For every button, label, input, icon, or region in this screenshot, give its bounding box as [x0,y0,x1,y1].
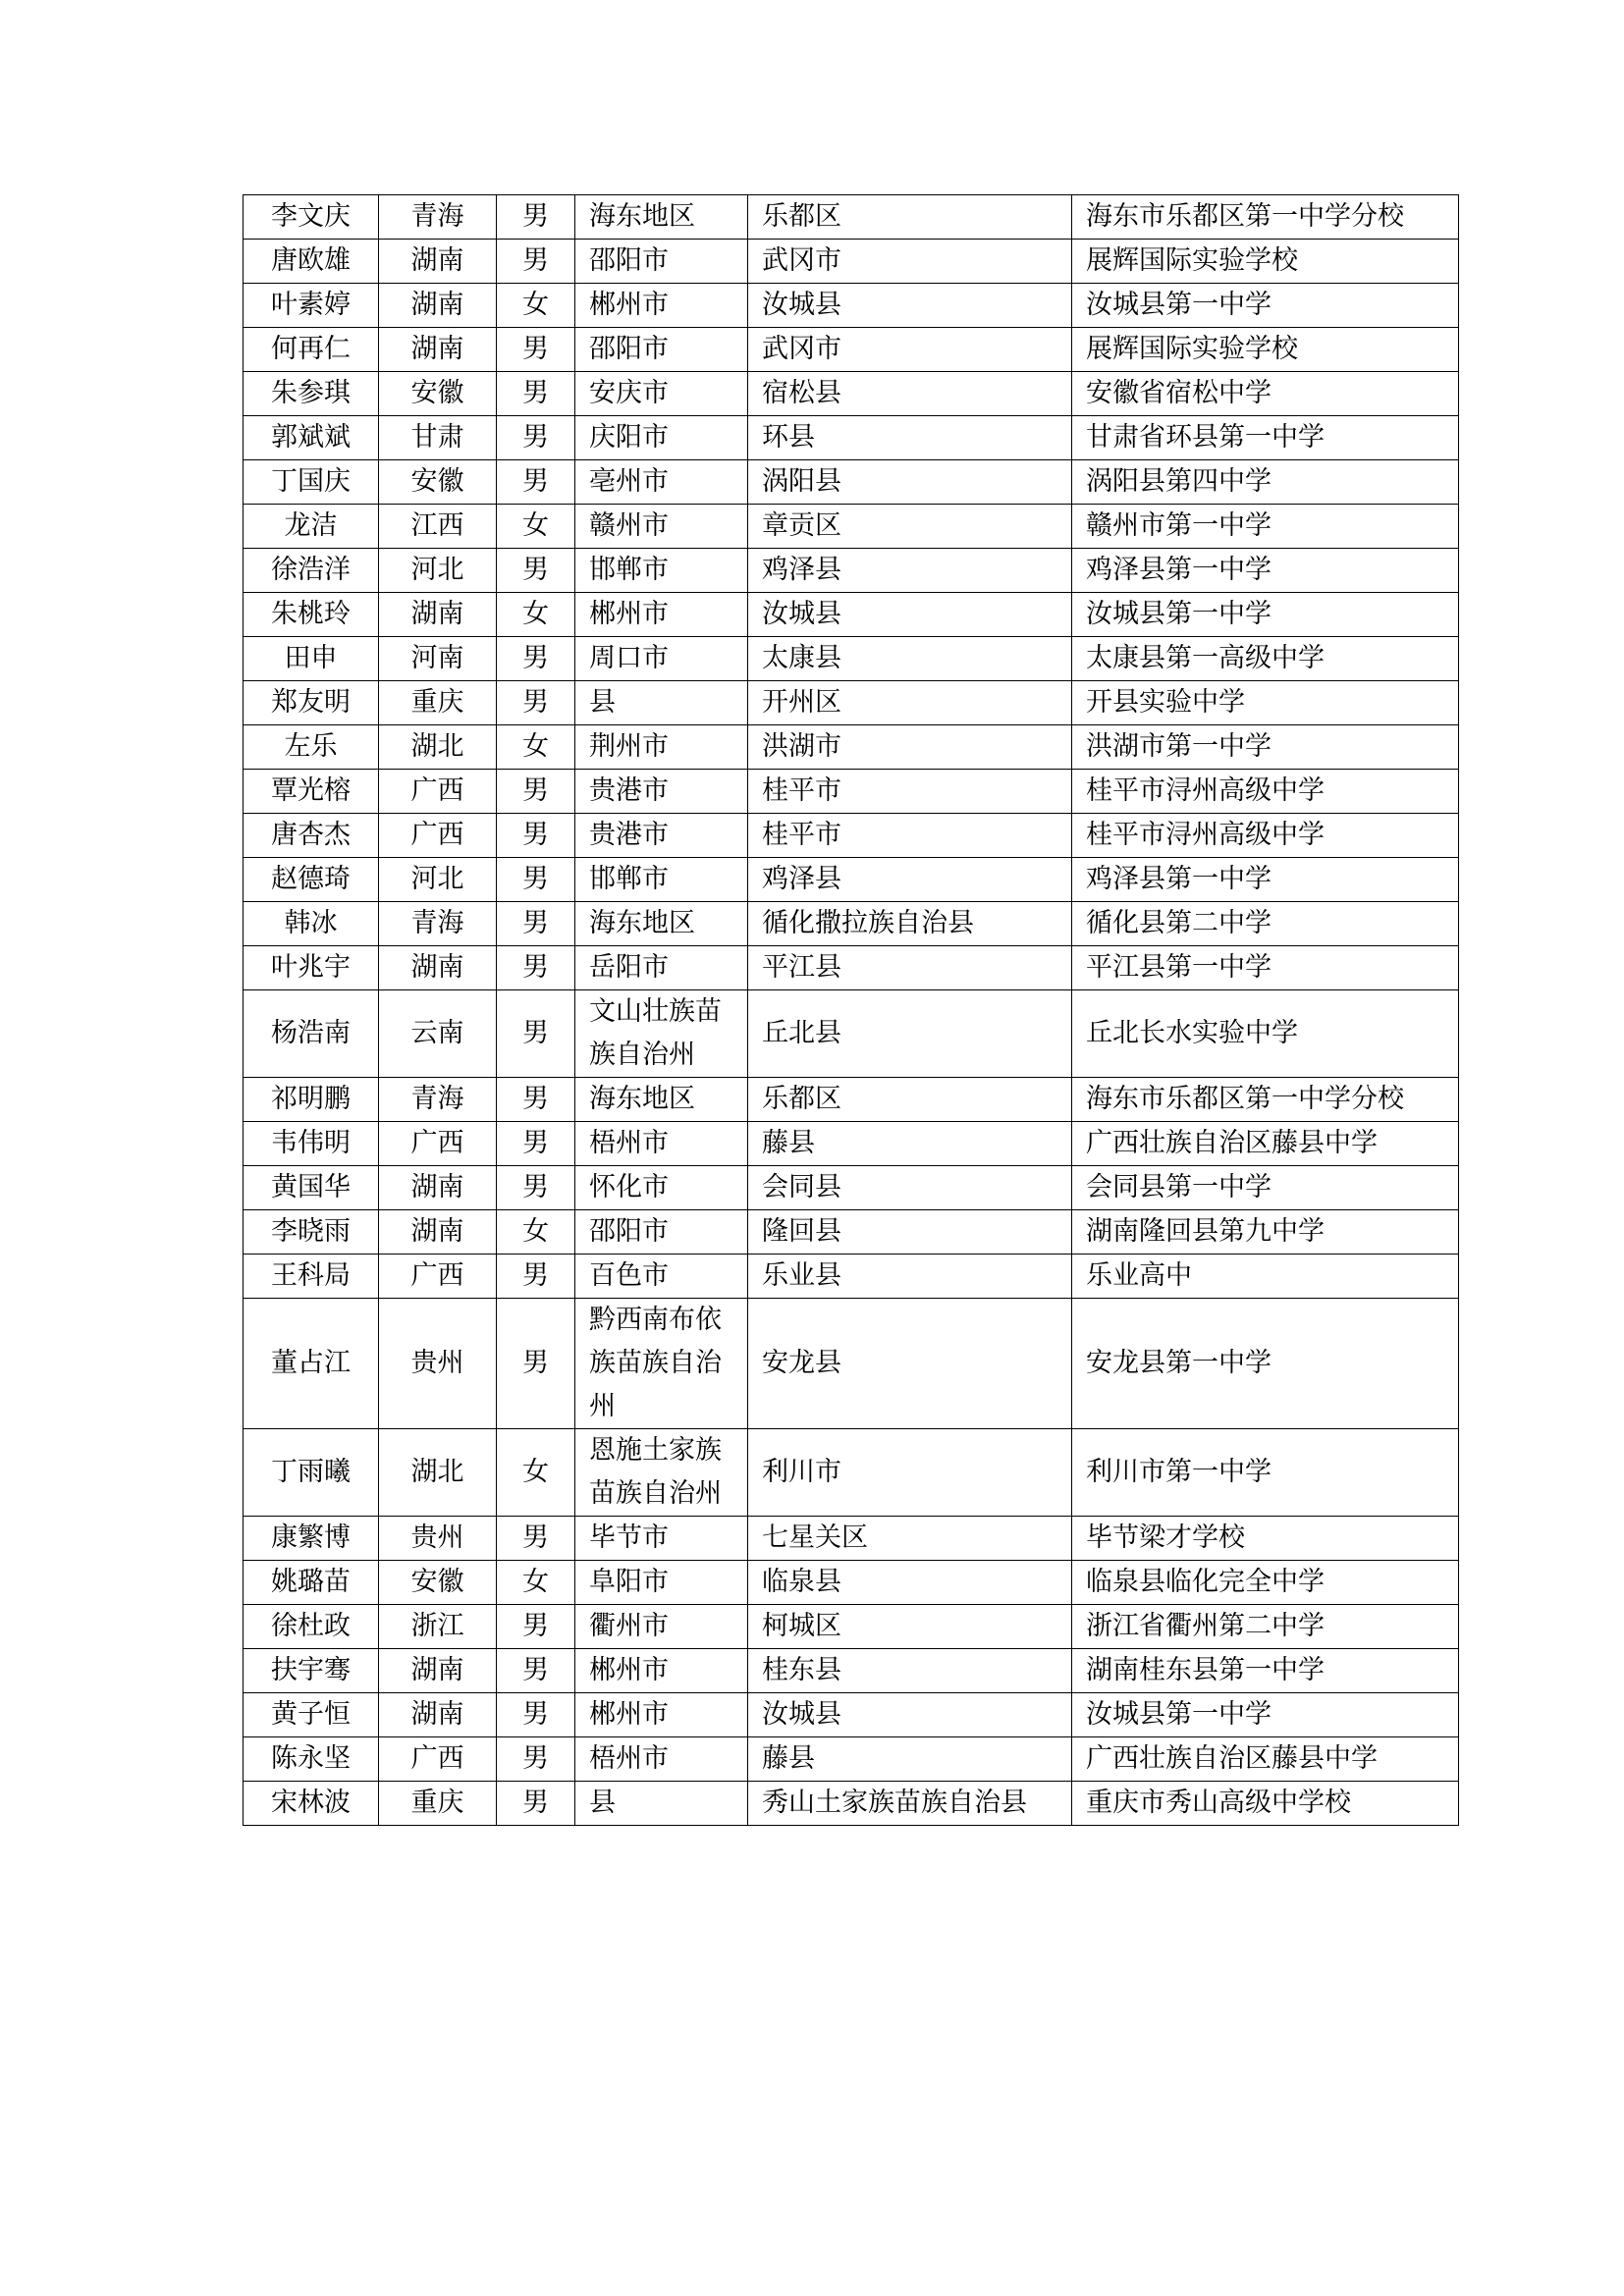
school-cell: 安徽省宿松中学 [1072,372,1459,416]
province-cell: 青海 [379,195,497,240]
city-cell: 县 [575,1782,748,1826]
table-row [244,416,1459,460]
table-row [244,725,1459,770]
table-row [244,240,1459,284]
table-row [244,1122,1459,1166]
table-row [244,637,1459,681]
city-cell: 赣州市 [575,505,748,549]
county-cell: 鸡泽县 [748,858,1072,902]
name-cell: 丁国庆 [244,460,379,505]
city-cell: 郴州市 [575,1649,748,1693]
city-cell: 邵阳市 [575,328,748,372]
school-cell: 展辉国际实验学校 [1072,240,1459,284]
name-cell: 韩冰 [244,902,379,946]
city-cell: 梧州市 [575,1737,748,1782]
province-cell: 重庆 [379,681,497,725]
county-cell: 安龙县 [748,1299,1072,1429]
school-cell: 鸡泽县第一中学 [1072,858,1459,902]
province-cell: 广西 [379,814,497,858]
table-row [244,1561,1459,1605]
gender-cell: 男 [497,814,575,858]
county-cell: 利川市 [748,1429,1072,1517]
city-cell: 海东地区 [575,902,748,946]
table-row [244,1517,1459,1561]
city-cell: 衢州市 [575,1605,748,1649]
city-cell: 贵港市 [575,814,748,858]
name-cell: 姚璐苗 [244,1561,379,1605]
province-cell: 浙江 [379,1605,497,1649]
name-cell: 覃光榕 [244,770,379,814]
county-cell: 汝城县 [748,1693,1072,1737]
gender-cell: 男 [497,1605,575,1649]
gender-cell: 女 [497,725,575,770]
name-cell: 杨浩南 [244,990,379,1078]
table-row [244,946,1459,990]
county-cell: 宿松县 [748,372,1072,416]
table-row [244,770,1459,814]
city-cell: 邯郸市 [575,549,748,593]
school-cell: 广西壮族自治区藤县中学 [1072,1737,1459,1782]
province-cell: 湖南 [379,1166,497,1210]
table-row [244,195,1459,240]
name-cell: 宋林波 [244,1782,379,1826]
name-cell: 祁明鹏 [244,1078,379,1122]
table-row [244,549,1459,593]
gender-cell: 男 [497,416,575,460]
county-cell: 乐都区 [748,195,1072,240]
name-cell: 李文庆 [244,195,379,240]
province-cell: 广西 [379,1737,497,1782]
province-cell: 广西 [379,770,497,814]
county-cell: 汝城县 [748,284,1072,328]
province-cell: 广西 [379,1255,497,1299]
school-cell: 重庆市秀山高级中学校 [1072,1782,1459,1826]
gender-cell: 男 [497,902,575,946]
table-row [244,1166,1459,1210]
city-cell: 周口市 [575,637,748,681]
gender-cell: 男 [497,1737,575,1782]
name-cell: 朱参琪 [244,372,379,416]
school-cell: 桂平市浔州高级中学 [1072,814,1459,858]
table-row [244,902,1459,946]
gender-cell: 女 [497,593,575,637]
county-cell: 武冈市 [748,240,1072,284]
city-cell: 梧州市 [575,1122,748,1166]
gender-cell: 男 [497,1166,575,1210]
province-cell: 湖南 [379,328,497,372]
county-cell: 七星关区 [748,1517,1072,1561]
table-row [244,505,1459,549]
province-cell: 湖南 [379,240,497,284]
gender-cell: 男 [497,1782,575,1826]
table-row [244,1429,1459,1517]
city-cell: 贵港市 [575,770,748,814]
gender-cell: 男 [497,946,575,990]
city-cell: 毕节市 [575,1517,748,1561]
name-cell: 王科局 [244,1255,379,1299]
gender-cell: 男 [497,1517,575,1561]
school-cell: 平江县第一中学 [1072,946,1459,990]
city-cell: 阜阳市 [575,1561,748,1605]
name-cell: 唐欧雄 [244,240,379,284]
province-cell: 云南 [379,990,497,1078]
gender-cell: 男 [497,1693,575,1737]
gender-cell: 女 [497,1561,575,1605]
city-cell: 百色市 [575,1255,748,1299]
city-cell: 庆阳市 [575,416,748,460]
name-cell: 李晓雨 [244,1210,379,1255]
county-cell: 隆回县 [748,1210,1072,1255]
table-row [244,1078,1459,1122]
city-cell: 郴州市 [575,593,748,637]
county-cell: 乐业县 [748,1255,1072,1299]
city-cell: 亳州市 [575,460,748,505]
school-cell: 会同县第一中学 [1072,1166,1459,1210]
county-cell: 太康县 [748,637,1072,681]
province-cell: 贵州 [379,1517,497,1561]
city-cell: 邯郸市 [575,858,748,902]
province-cell: 湖北 [379,725,497,770]
gender-cell: 男 [497,1299,575,1429]
name-cell: 陈永坚 [244,1737,379,1782]
county-cell: 鸡泽县 [748,549,1072,593]
school-cell: 临泉县临化完全中学 [1072,1561,1459,1605]
province-cell: 河北 [379,858,497,902]
table-row [244,593,1459,637]
county-cell: 章贡区 [748,505,1072,549]
table-row [244,1299,1459,1429]
city-cell: 邵阳市 [575,240,748,284]
county-cell: 丘北县 [748,990,1072,1078]
gender-cell: 男 [497,990,575,1078]
school-cell: 桂平市浔州高级中学 [1072,770,1459,814]
gender-cell: 男 [497,637,575,681]
city-cell: 海东地区 [575,195,748,240]
province-cell: 甘肃 [379,416,497,460]
table-row [244,990,1459,1078]
school-cell: 浙江省衢州第二中学 [1072,1605,1459,1649]
name-cell: 黄子恒 [244,1693,379,1737]
city-cell: 岳阳市 [575,946,748,990]
county-cell: 藤县 [748,1122,1072,1166]
table-row [244,1255,1459,1299]
gender-cell: 男 [497,1255,575,1299]
school-cell: 海东市乐都区第一中学分校 [1072,1078,1459,1122]
table-row [244,681,1459,725]
school-cell: 丘北长水实验中学 [1072,990,1459,1078]
name-cell: 丁雨曦 [244,1429,379,1517]
province-cell: 青海 [379,1078,497,1122]
name-cell: 田申 [244,637,379,681]
city-cell: 郴州市 [575,284,748,328]
gender-cell: 男 [497,1122,575,1166]
school-cell: 汝城县第一中学 [1072,284,1459,328]
school-cell: 汝城县第一中学 [1072,593,1459,637]
province-cell: 湖北 [379,1429,497,1517]
name-cell: 韦伟明 [244,1122,379,1166]
gender-cell: 男 [497,1649,575,1693]
school-cell: 开县实验中学 [1072,681,1459,725]
county-cell: 开州区 [748,681,1072,725]
name-cell: 叶素婷 [244,284,379,328]
student-table [243,194,1459,1826]
gender-cell: 女 [497,505,575,549]
county-cell: 环县 [748,416,1072,460]
gender-cell: 女 [497,1429,575,1517]
table-row [244,1737,1459,1782]
city-cell: 安庆市 [575,372,748,416]
county-cell: 藤县 [748,1737,1072,1782]
school-cell: 湖南隆回县第九中学 [1072,1210,1459,1255]
school-cell: 洪湖市第一中学 [1072,725,1459,770]
school-cell: 赣州市第一中学 [1072,505,1459,549]
gender-cell: 男 [497,460,575,505]
county-cell: 临泉县 [748,1561,1072,1605]
table-body [244,195,1459,1826]
county-cell: 乐都区 [748,1078,1072,1122]
county-cell: 桂东县 [748,1649,1072,1693]
gender-cell: 女 [497,284,575,328]
school-cell: 鸡泽县第一中学 [1072,549,1459,593]
school-cell: 广西壮族自治区藤县中学 [1072,1122,1459,1166]
table-row [244,328,1459,372]
school-cell: 毕节梁才学校 [1072,1517,1459,1561]
province-cell: 河南 [379,637,497,681]
table-row [244,1649,1459,1693]
name-cell: 朱桃玲 [244,593,379,637]
gender-cell: 男 [497,1078,575,1122]
school-cell: 甘肃省环县第一中学 [1072,416,1459,460]
province-cell: 湖南 [379,593,497,637]
school-cell: 湖南桂东县第一中学 [1072,1649,1459,1693]
table-row [244,1605,1459,1649]
table-row [244,284,1459,328]
province-cell: 湖南 [379,1210,497,1255]
name-cell: 唐杏杰 [244,814,379,858]
province-cell: 湖南 [379,946,497,990]
school-cell: 循化县第二中学 [1072,902,1459,946]
province-cell: 青海 [379,902,497,946]
county-cell: 涡阳县 [748,460,1072,505]
school-cell: 涡阳县第四中学 [1072,460,1459,505]
county-cell: 平江县 [748,946,1072,990]
province-cell: 贵州 [379,1299,497,1429]
name-cell: 左乐 [244,725,379,770]
table-row [244,1210,1459,1255]
county-cell: 秀山土家族苗族自治县 [748,1782,1072,1826]
city-cell: 郴州市 [575,1693,748,1737]
city-cell: 文山壮族苗族自治州 [575,990,748,1078]
gender-cell: 男 [497,549,575,593]
gender-cell: 男 [497,858,575,902]
city-cell: 海东地区 [575,1078,748,1122]
city-cell: 怀化市 [575,1166,748,1210]
county-cell: 武冈市 [748,328,1072,372]
gender-cell: 男 [497,328,575,372]
table-row [244,814,1459,858]
county-cell: 洪湖市 [748,725,1072,770]
county-cell: 桂平市 [748,770,1072,814]
table-row [244,1693,1459,1737]
table-row [244,1782,1459,1826]
name-cell: 康繁博 [244,1517,379,1561]
province-cell: 湖南 [379,284,497,328]
name-cell: 扶宇骞 [244,1649,379,1693]
name-cell: 董占江 [244,1299,379,1429]
county-cell: 会同县 [748,1166,1072,1210]
gender-cell: 男 [497,681,575,725]
province-cell: 安徽 [379,1561,497,1605]
city-cell: 恩施土家族苗族自治州 [575,1429,748,1517]
school-cell: 安龙县第一中学 [1072,1299,1459,1429]
province-cell: 湖南 [379,1649,497,1693]
province-cell: 江西 [379,505,497,549]
name-cell: 赵德琦 [244,858,379,902]
school-cell: 利川市第一中学 [1072,1429,1459,1517]
gender-cell: 男 [497,195,575,240]
name-cell: 徐杜政 [244,1605,379,1649]
name-cell: 黄国华 [244,1166,379,1210]
province-cell: 湖南 [379,1693,497,1737]
county-cell: 柯城区 [748,1605,1072,1649]
city-cell: 邵阳市 [575,1210,748,1255]
name-cell: 郭斌斌 [244,416,379,460]
city-cell: 黔西南布依族苗族自治州 [575,1299,748,1429]
gender-cell: 女 [497,1210,575,1255]
name-cell: 徐浩洋 [244,549,379,593]
table-row [244,858,1459,902]
province-cell: 重庆 [379,1782,497,1826]
county-cell: 循化撒拉族自治县 [748,902,1072,946]
province-cell: 河北 [379,549,497,593]
province-cell: 安徽 [379,372,497,416]
table-row [244,460,1459,505]
school-cell: 海东市乐都区第一中学分校 [1072,195,1459,240]
province-cell: 广西 [379,1122,497,1166]
province-cell: 安徽 [379,460,497,505]
school-cell: 太康县第一高级中学 [1072,637,1459,681]
table-row [244,372,1459,416]
county-cell: 汝城县 [748,593,1072,637]
school-cell: 展辉国际实验学校 [1072,328,1459,372]
gender-cell: 男 [497,240,575,284]
city-cell: 县 [575,681,748,725]
school-cell: 乐业高中 [1072,1255,1459,1299]
name-cell: 龙洁 [244,505,379,549]
name-cell: 何再仁 [244,328,379,372]
name-cell: 叶兆宇 [244,946,379,990]
gender-cell: 男 [497,770,575,814]
name-cell: 郑友明 [244,681,379,725]
county-cell: 桂平市 [748,814,1072,858]
city-cell: 荆州市 [575,725,748,770]
school-cell: 汝城县第一中学 [1072,1693,1459,1737]
gender-cell: 男 [497,372,575,416]
